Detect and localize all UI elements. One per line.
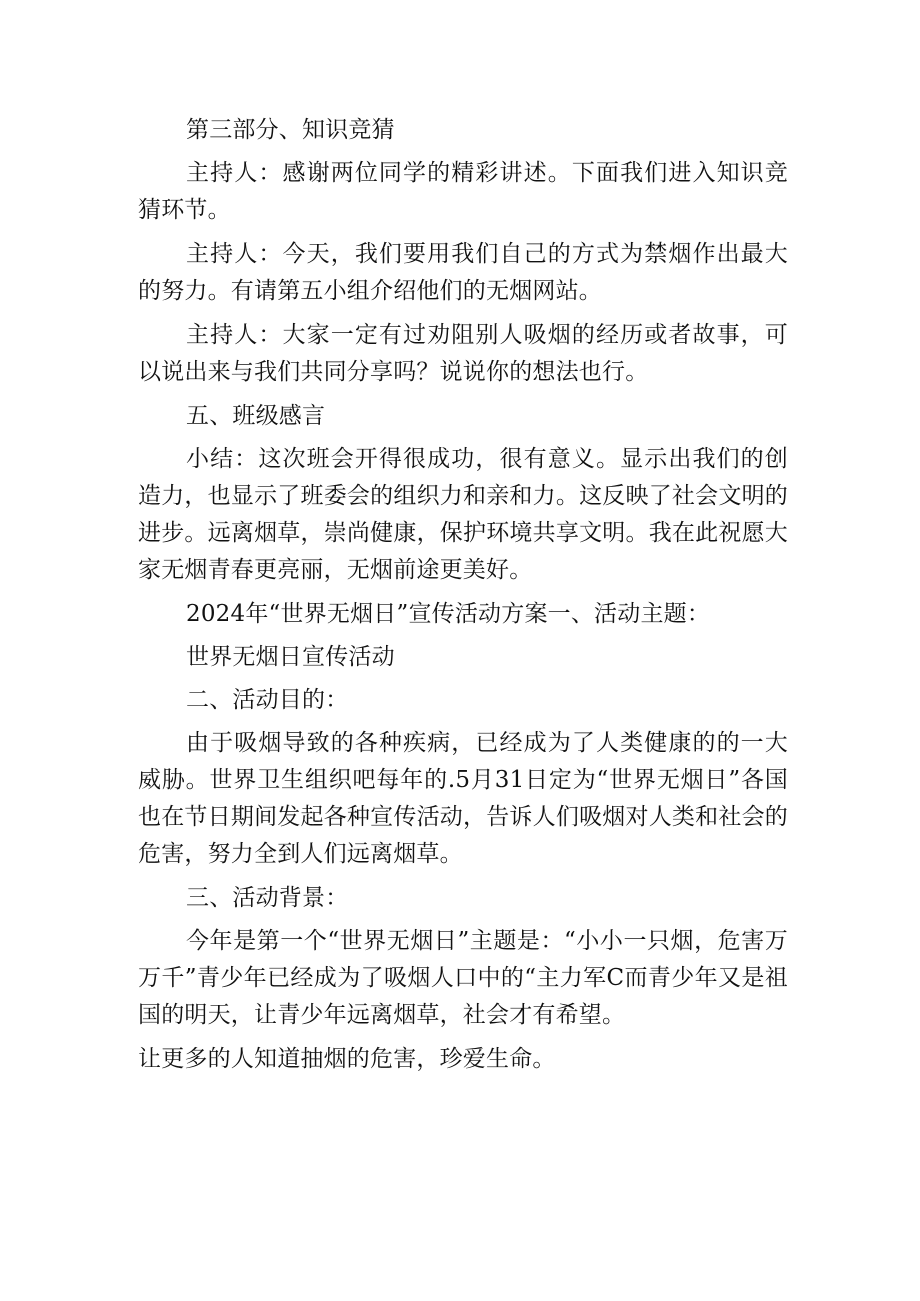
host-paragraph-quiz-intro: 主持人：感谢两位同学的精彩讲述。下面我们进入知识竞猜环节。 — [138, 160, 788, 223]
section-heading-purpose: 二、活动目的： — [186, 687, 349, 713]
campaign-theme: 世界无烟日宣传活动 — [186, 644, 395, 670]
closing-line: 让更多的人知道抽烟的危害，珍爱生命。 — [138, 1046, 556, 1072]
summary-paragraph: 小结：这次班会开得很成功，很有意义。显示出我们的创造力，也显示了班委会的组织力和亲和力。这反映了社会文明的进步。远离烟草，崇尚健康，保护环境共享文明。我在此祝愿大家无烟青春更亮丽，无烟前途更美好。 — [138, 446, 788, 583]
host-paragraph-share-stories: 主持人：大家一定有过劝阻别人吸烟的经历或者故事，可以说出来与我们共同分享吗？说说你的想法也行。 — [138, 322, 788, 385]
section-heading-knowledge-quiz: 第三部分、知识竞猜 — [186, 117, 395, 143]
section-heading-class-remarks: 五、班级感言 — [186, 403, 326, 429]
section-heading-background: 三、活动背景： — [186, 885, 349, 911]
campaign-plan-title: 2024年“世界无烟日”宣传活动方案一、活动主题： — [186, 601, 711, 627]
document-body — [138, 112, 788, 1085]
host-paragraph-smoke-free-website: 主持人：今天，我们要用我们自己的方式为禁烟作出最大的努力。有请第五小组介绍他们的无烟网站。 — [138, 241, 788, 304]
purpose-paragraph: 由于吸烟导致的各种疾病，已经成为了人类健康的的一大威胁。世界卫生组织吧每年的.5月31日定为“世界无烟日”各国也在节日期间发起各种宣传活动，告诉人们吸烟对人类和社会的危害，努力全到人们远离烟草。 — [138, 730, 788, 867]
background-paragraph: 今年是第一个“世界无烟日”主题是：“小小一只烟，危害万万千”青少年已经成为了吸烟人口中的“主力军C而青少年又是祖国的明天，让青少年远离烟草，社会才有希望。 — [138, 928, 788, 1028]
